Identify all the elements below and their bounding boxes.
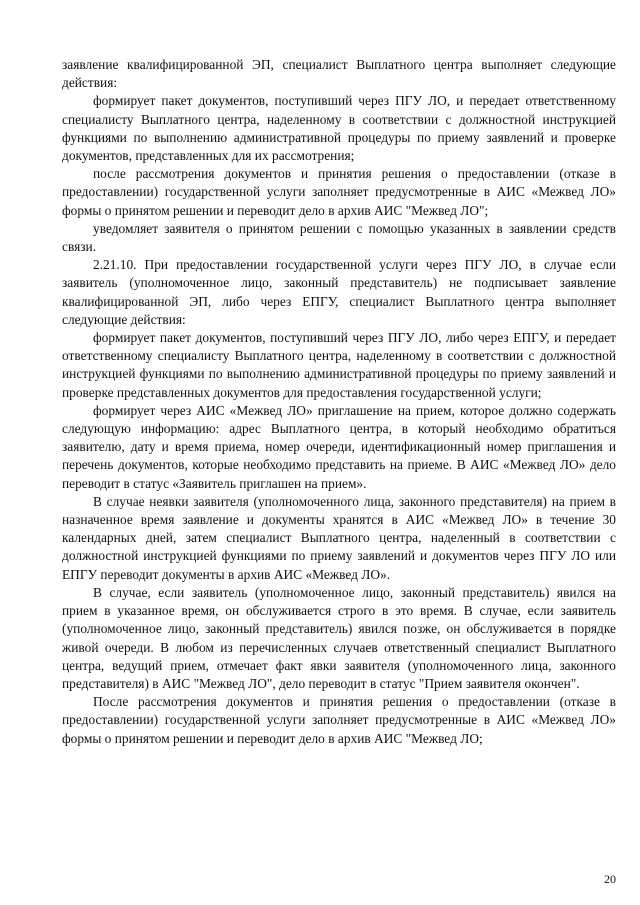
page-number: 20 — [604, 872, 616, 886]
paragraph-invitation: формирует через АИС «Межвед ЛО» приглашение на прием, которое должно содержать следующую информацию: адрес Выплатного центра, в который необходимо обратиться заявителю, дату и время приема, номер очереди, идентификационный номер приглашения и перечень документов, которые необходимо представить на приеме. В АИС «Межвед ЛО» дело переводит в статус «Заявитель приглашен на прием». — [62, 402, 616, 491]
paragraph-section-2-21-10: 2.21.10. При предоставлении государственной услуги через ПГУ ЛО, в случае если заявитель (уполномоченное лицо, законный представитель) не подписывает заявление квалифицированной ЭП, либо через ЕПГУ, специалист Выплатного центра выполняет следующие действия: — [62, 257, 616, 327]
paragraph-no-show: В случае неявки заявителя (уполномоченного лица, законного представителя) на прием в назначенное время заявление и документы хранятся в АИС «Межвед ЛО» в течение 30 календарных дней, затем специалист Выплатного центра, наделенный в соответствии с должностной инструкцией функциями по приему заявлений и документов через ПГУ ЛО или ЕПГУ переводит документы в архив АИС «Межвед ЛО». — [62, 493, 616, 582]
paragraph-continuation: заявление квалифицированной ЭП, специалист Выплатного центра выполняет следующие действия: — [62, 57, 616, 91]
paragraph-notify-applicant: уведомляет заявителя о принятом решении с помощью указанных в заявлении средств связи. — [62, 220, 616, 255]
paragraph-form-package-pgu: формирует пакет документов, поступивший через ПГУ ЛО, и передает ответственному специалисту Выплатного центра, наделенному в соответствии с должностной инструкцией функциями по выполнению административной процедуры по приему заявлений и проверке документов, представленных для их рассмотрения; — [62, 93, 616, 164]
paragraph-form-package-epgu: формирует пакет документов, поступивший через ПГУ ЛО, либо через ЕПГУ, и передает ответственному специалисту Выплатного центра, наделенному в соответствии с должностной инструкцией функциями по выполнению административной процедуры по приему заявлений и проверке представленных документов для предоставления государственной услуги; — [62, 330, 616, 400]
paragraph-final-decision: После рассмотрения документов и принятия решения о предоставлении (отказе в предоставлении) государственной услуги заполняет предусмотренные в АИС «Межвед ЛО» формы о принятом решении и переводит дело в архив АИС "Межвед ЛО; — [62, 694, 616, 746]
paragraph-after-review-archive: после рассмотрения документов и принятия решения о предоставлении (отказе в предоставлении) государственной услуги заполняет предусмотренные в АИС «Межвед ЛО» формы о принятом решении и переводит дело в архив АИС "Межвед ЛО"; — [62, 166, 616, 218]
document-page — [62, 56, 616, 748]
paragraph-appointment: В случае, если заявитель (уполномоченное лицо, законный представитель) явился на прием в указанное время, он обслуживается строго в это время. В случае, если заявитель (уполномоченное лицо, законный представитель) явился позже, он обслуживается в порядке живой очереди. В любом из перечисленных случаев ответственный специалист Выплатного центра, ведущий прием, отмечает факт явки заявителя (уполномоченного лица, законного представителя) в АИС "Межвед ЛО", дело переводит в статус "Прием заявителя окончен". — [62, 584, 616, 691]
